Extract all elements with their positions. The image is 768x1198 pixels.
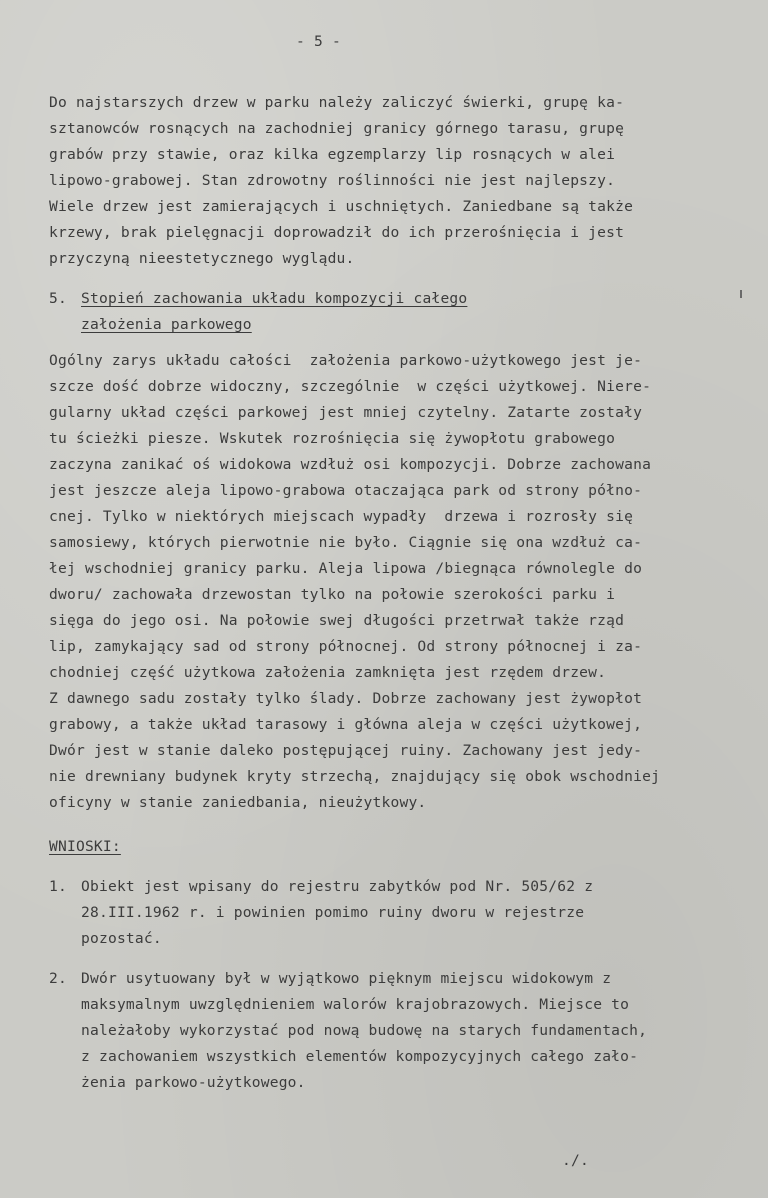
- text-line: Wiele drzew jest zamierających i uschniętych. Zaniedbane są także: [49, 198, 634, 215]
- section-number: 5.: [49, 290, 67, 307]
- conclusions-heading: WNIOSKI:: [49, 838, 121, 855]
- text-line: gularny układ części parkowej jest mniej czytelny. Zatarte zostały: [49, 404, 643, 421]
- text-line: zaczyna zanikać oś widokowa wzdłuż osi kompozycji. Dobrze zachowana: [49, 456, 652, 473]
- text-line: grabów przy stawie, oraz kilka egzemplarzy lip rosnących w alei: [49, 146, 616, 163]
- text-line: chodniej część użytkowa założenia zamknięta jest rzędem drzew.: [49, 664, 607, 681]
- text-line: dworu/ zachowała drzewostan tylko na połowie szerokości parku i: [49, 586, 616, 603]
- text-line: jest jeszcze aleja lipowo-grabowa otaczająca park od strony półno-: [49, 482, 643, 499]
- text-line: Dwór usytuowany był w wyjątkowo pięknym miejscu widokowym z: [81, 970, 612, 987]
- text-line: lip, zamykający sad od strony północnej. Od strony północnej i za-: [49, 638, 643, 655]
- text-line: żenia parkowo-użytkowego.: [81, 1074, 306, 1091]
- text-line: Do najstarszych drzew w parku należy zaliczyć świerki, grupę ka-: [49, 94, 625, 111]
- text-line: sięga do jego osi. Na połowie swej długości przetrwał także rząd: [49, 612, 625, 629]
- text-line: Obiekt jest wpisany do rejestru zabytków pod Nr. 505/62 z: [81, 878, 594, 895]
- text-line: nie drewniany budynek kryty strzechą, znajdujący się obok wschodniej: [49, 768, 661, 785]
- text-line: tu ścieżki piesze. Wskutek rozrośnięcia się żywopłotu grabowego: [49, 430, 616, 447]
- text-line: sztanowców rosnących na zachodniej granicy górnego tarasu, grupę: [49, 120, 625, 137]
- text-line: cnej. Tylko w niektórych miejscach wypadły drzewa i rozrosły się: [49, 508, 634, 525]
- text-line: szcze dość dobrze widoczny, szczególnie w części użytkowej. Niere-: [49, 378, 652, 395]
- text-line: pozostać.: [81, 930, 162, 947]
- text-line: samosiewy, których pierwotnie nie było. Ciągnie się ona wzdłuż ca-: [49, 534, 643, 551]
- text-line: z zachowaniem wszystkich elementów kompozycyjnych całego zało-: [81, 1048, 639, 1065]
- section-heading-line: Stopień zachowania układu kompozycji całego: [81, 290, 468, 307]
- continuation-mark: ./.: [562, 1152, 589, 1169]
- page-number: - 5 -: [296, 33, 341, 50]
- text-line: przyczyną nieestetycznego wyglądu.: [49, 250, 355, 267]
- margin-mark: [740, 290, 742, 298]
- text-line: maksymalnym uwzględnieniem walorów krajobrazowych. Miejsce to: [81, 996, 630, 1013]
- item-number: 2.: [49, 970, 67, 987]
- text-line: Ogólny zarys układu całości założenia parkowo-użytkowego jest je-: [49, 352, 643, 369]
- text-line: łej wschodniej granicy parku. Aleja lipowa /biegnąca równolegle do: [49, 560, 643, 577]
- section-heading-line: założenia parkowego: [81, 316, 252, 333]
- item-number: 1.: [49, 878, 67, 895]
- text-line: oficyny w stanie zaniedbania, nieużytkowy.: [49, 794, 427, 811]
- text-line: Z dawnego sadu zostały tylko ślady. Dobrze zachowany jest żywopłot: [49, 690, 643, 707]
- text-line: Dwór jest w stanie daleko postępującej ruiny. Zachowany jest jedy-: [49, 742, 643, 759]
- text-line: należałoby wykorzystać pod nową budowę na starych fundamentach,: [81, 1022, 648, 1039]
- text-line: grabowy, a także układ tarasowy i główna aleja w części użytkowej,: [49, 716, 643, 733]
- text-line: krzewy, brak pielęgnacji doprowadził do ich przerośnięcia i jest: [49, 224, 625, 241]
- text-line: lipowo-grabowej. Stan zdrowotny roślinności nie jest najlepszy.: [49, 172, 616, 189]
- text-line: 28.III.1962 r. i powinien pomimo ruiny dworu w rejestrze: [81, 904, 585, 921]
